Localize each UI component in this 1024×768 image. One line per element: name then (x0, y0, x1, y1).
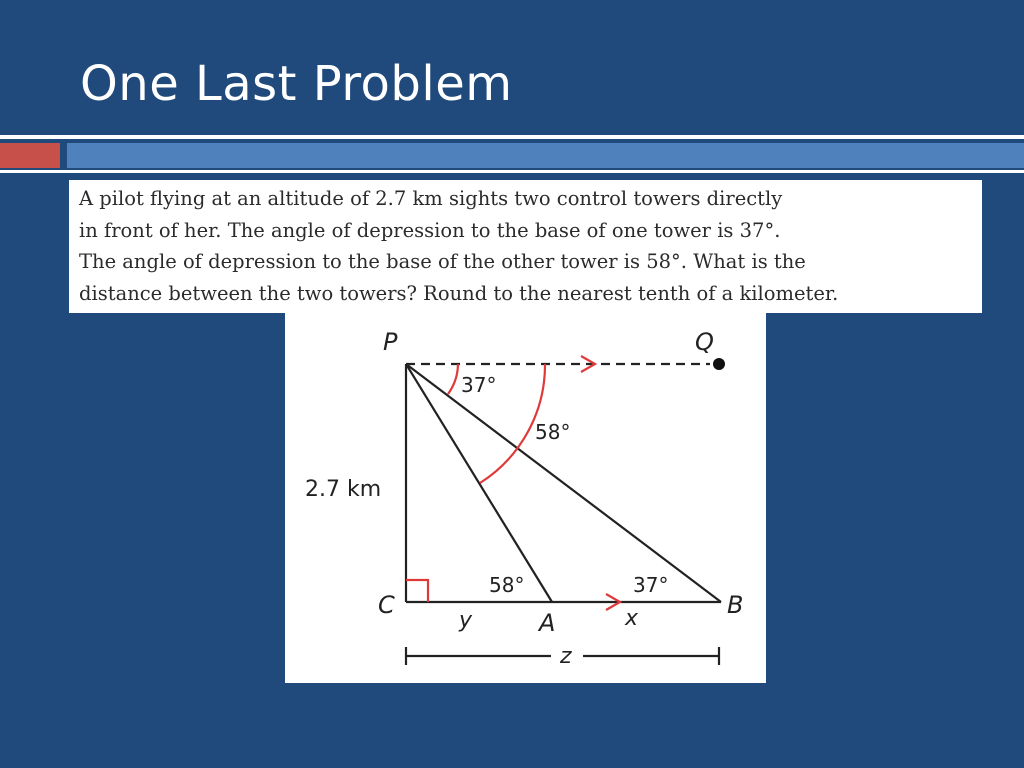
label-angle-a-58: 58° (489, 573, 525, 597)
sight-line-pa (406, 364, 552, 602)
accent-bar-red (0, 143, 60, 168)
problem-line-1: A pilot flying at an altitude of 2.7 km sights two control towers directly (79, 187, 783, 210)
label-segment-z: z (560, 644, 572, 669)
slide-title: One Last Problem (80, 56, 513, 112)
triangle-diagram (285, 313, 766, 683)
label-segment-x: x (625, 606, 639, 631)
label-point-c: C (378, 591, 395, 619)
label-point-q: Q (695, 328, 714, 356)
problem-line-3: The angle of depression to the base of the other tower is 58°. What is the (79, 250, 806, 273)
point-q-dot (713, 358, 725, 370)
accent-bar-blue (67, 143, 1024, 168)
right-angle-marker-icon (406, 580, 428, 602)
sight-line-pb (406, 364, 721, 602)
problem-statement (69, 180, 982, 313)
label-point-p: P (383, 328, 398, 356)
label-point-b: B (727, 591, 744, 619)
label-point-a: A (539, 609, 556, 637)
label-angle-p-37: 37° (461, 373, 497, 397)
label-segment-y: y (459, 608, 473, 633)
label-angle-p-58: 58° (535, 420, 571, 444)
diagram-canvas (285, 313, 766, 683)
problem-line-2: in front of her. The angle of depression to the base of one tower is 37°. (79, 218, 781, 242)
problem-line-4: distance between the two towers? Round to the nearest tenth of a kilometer. (79, 281, 839, 305)
label-angle-b-37: 37° (633, 573, 669, 597)
angle-arc-37-icon (448, 364, 458, 394)
title-divider-bottom (0, 170, 1024, 173)
label-altitude: 2.7 km (305, 477, 382, 502)
title-divider-top (0, 135, 1024, 139)
